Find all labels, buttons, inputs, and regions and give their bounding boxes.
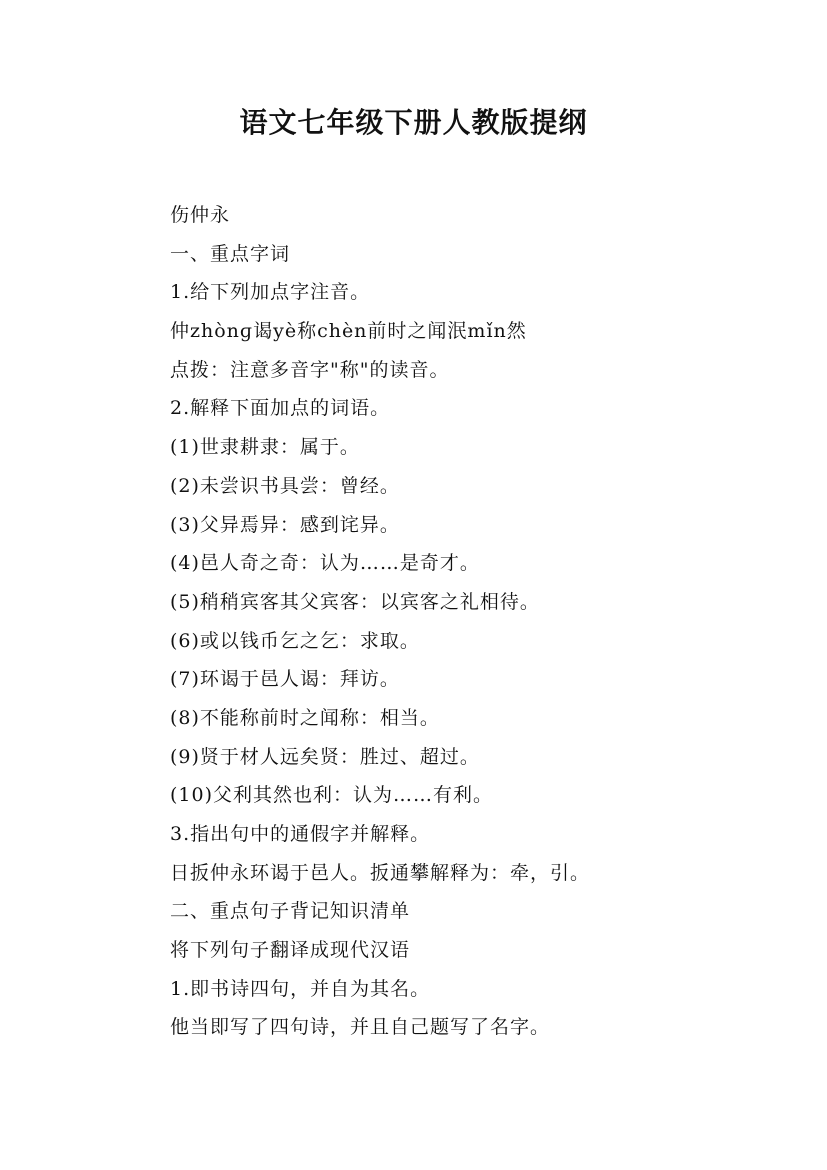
text-line: 一、重点字词 [170, 242, 291, 265]
text-line: (9)贤于材人远矣贤：胜过、超过。 [170, 745, 480, 768]
text-line: 伤仲永 [170, 204, 231, 226]
document-body [170, 196, 810, 1047]
text-line: (4)邑人奇之奇：认为……是奇才。 [170, 552, 480, 575]
text-line: 3.指出句中的通假字并解释。 [170, 823, 431, 845]
text-line: (7)环谒于邑人谒：拜访。 [170, 668, 400, 691]
text-line: 1.给下列加点字注音。 [170, 281, 371, 304]
text-line: 点拨：注意多音字"称"的读音。 [170, 358, 450, 381]
text-line: 他当即写了四句诗，并且自己题写了名字。 [170, 1016, 551, 1039]
text-line: (8)不能称前时之闻称：相当。 [170, 706, 440, 729]
text-line: (1)世隶耕隶：属于。 [170, 436, 360, 459]
text-line: (10)父利其然也利：认为……有利。 [170, 784, 494, 807]
text-line: 将下列句子翻译成现代汉语 [170, 939, 411, 962]
document-title: 语文七年级下册人教版提纲 [239, 106, 588, 139]
text-line: (3)父异焉异：感到诧异。 [170, 513, 400, 536]
text-line: (2)未尝识书具尝：曾经。 [170, 474, 400, 497]
text-line: 二、重点句子背记知识清单 [170, 900, 411, 923]
text-line: (5)稍稍宾客其父宾客：以宾客之礼相待。 [170, 590, 540, 613]
text-line: (6)或以钱币乞之乞：求取。 [170, 629, 420, 652]
text-line: 日扳仲永环谒于邑人。扳通攀解释为：牵，引。 [170, 861, 591, 884]
text-line: 2.解释下面加点的词语。 [170, 397, 391, 420]
text-line: 仲zhònɡ谒yè称chèn前时之闻泯mǐn然 [170, 320, 527, 343]
text-line: 1.即书诗四句，并自为其名。 [170, 977, 431, 1000]
